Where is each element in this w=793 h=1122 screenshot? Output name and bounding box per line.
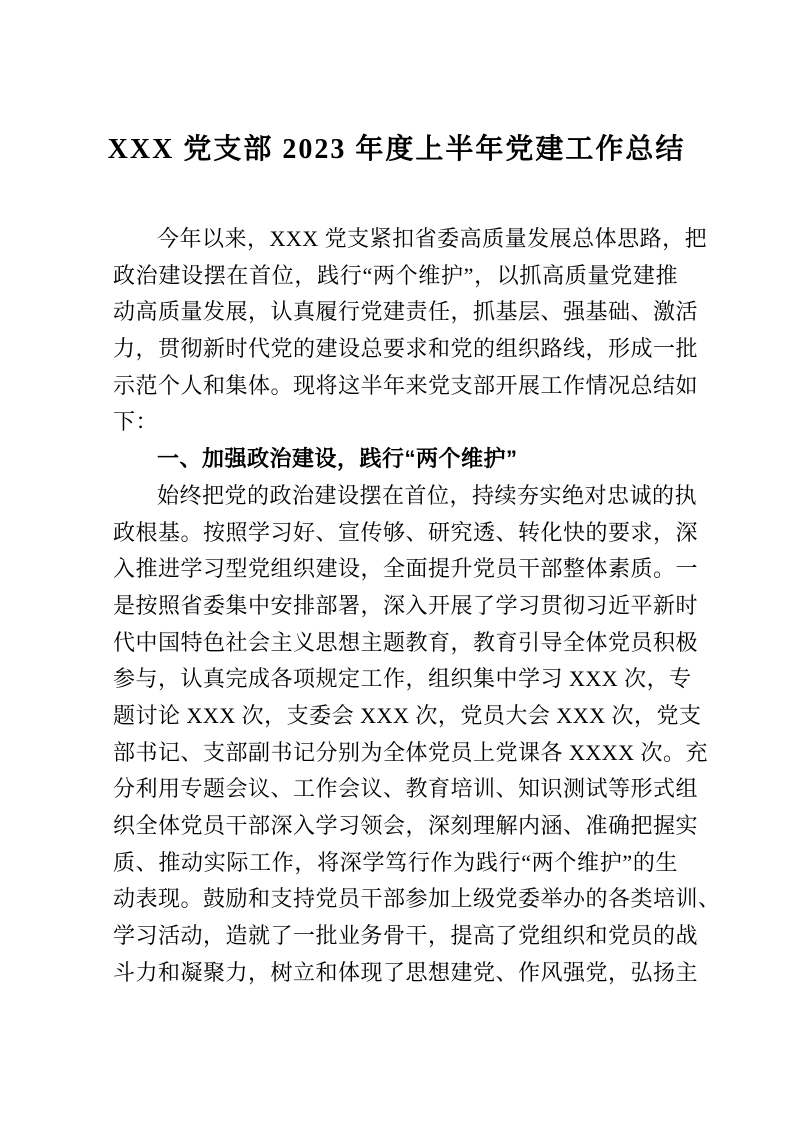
paragraph-2-line-5: 代中国特色社会主义思想主题教育，教育引导全体党员积极	[113, 629, 699, 655]
section-heading-1: 一、加强政治建设，践行“两个维护”	[157, 446, 518, 472]
paragraph-2-line-4: 是按照省委集中安排部署，深入开展了学习贯彻习近平新时	[113, 592, 699, 618]
paragraph-2-line-3: 入推进学习型党组织建设，全面提升党员干部整体素质。一	[113, 556, 699, 582]
paragraph-2-line-9: 分利用专题会议、工作会议、教育培训、知识测试等形式组	[113, 776, 699, 802]
paragraph-2-line-1: 始终把党的政治建设摆在首位，持续夯实绝对忠诚的执	[157, 482, 698, 508]
paragraph-1-line-1: 今年以来，XXX 党支紧扣省委高质量发展总体思路，把	[157, 226, 708, 251]
paragraph-2-line-8: 部书记、支部副书记分别为全体党员上党课各 XXXX 次。充	[113, 739, 709, 765]
paragraph-1-line-2: 政治建设摆在首位，践行“两个维护”，以抓高质量党建推	[113, 262, 678, 288]
paragraph-2-line-6: 参与，认真完成各项规定工作，组织集中学习 XXX 次，专	[113, 666, 692, 692]
paragraph-2-line-7: 题讨论 XXX 次，支委会 XXX 次，党员大会 XXX 次，党支	[113, 702, 702, 728]
paragraph-2-line-12: 动表现。鼓励和支持党员干部参加上级党委举办的各类培训、	[113, 886, 721, 912]
paragraph-2-line-11: 质、推动实际工作，将深学笃行作为践行“两个维护”的生	[113, 849, 678, 875]
paragraph-1-line-6: 下：	[113, 409, 159, 435]
paragraph-2-line-10: 织全体党员干部深入学习领会，深刻理解内涵、准确把握实	[113, 813, 699, 838]
paragraph-2-line-13: 学习活动，造就了一批业务骨干，提高了党组织和党员的战	[113, 923, 699, 949]
paragraph-1-line-4: 力，贯彻新时代党的建设总要求和党的组织路线，形成一批	[113, 336, 699, 362]
document-title: XXX 党支部 2023 年度上半年党建工作总结	[107, 134, 686, 165]
paragraph-1-line-3: 动高质量发展，认真履行党建责任，抓基层、强基础、激活	[113, 299, 699, 325]
paragraph-1-line-5: 示范个人和集体。现将这半年来党支部开展工作情况总结如	[113, 372, 699, 398]
paragraph-2-line-14: 斗力和凝聚力，树立和体现了思想建党、作风强党，弘扬主	[113, 959, 699, 985]
paragraph-2-line-2: 政根基。按照学习好、宣传够、研究透、转化快的要求，深	[113, 519, 699, 545]
document-body	[113, 221, 721, 991]
